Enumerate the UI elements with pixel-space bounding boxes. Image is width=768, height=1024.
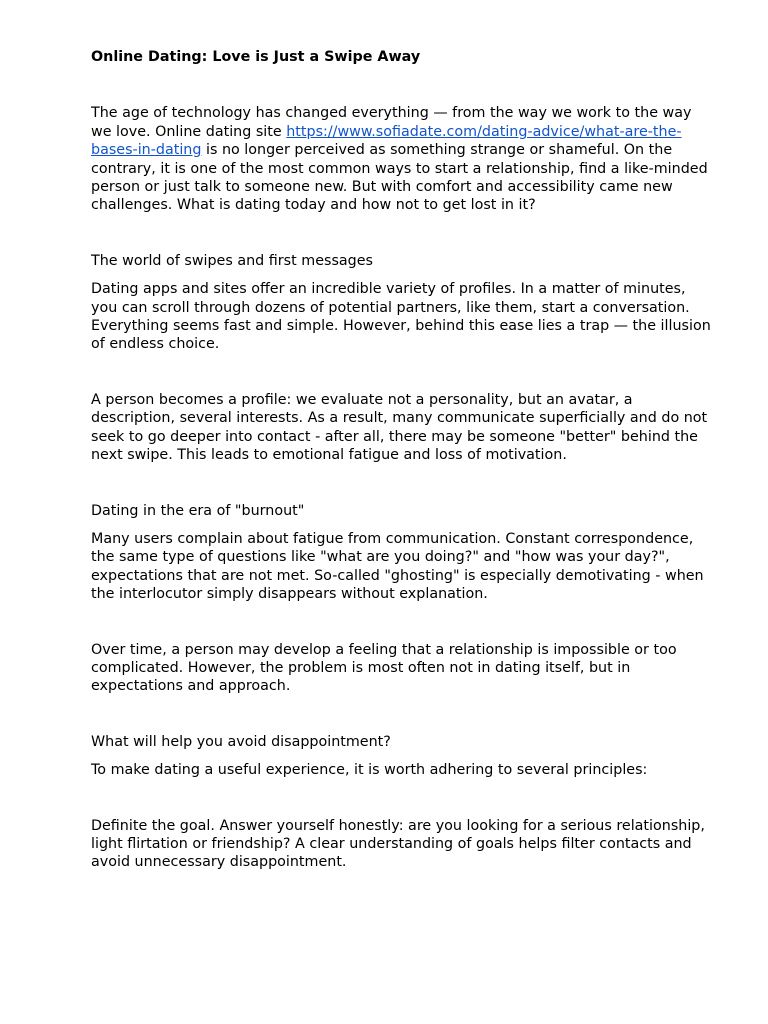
paragraph-burnout-2: Over time, a person may develop a feeling that a relationship is impossible or too complicated. However, the problem is most often not in dating itself, but in expectations and approach. (91, 641, 677, 695)
section-heading-burnout: Dating in the era of "burnout" (91, 502, 305, 519)
section-heading-disappointment: What will help you avoid disappointment? (91, 733, 391, 750)
paragraph-swipes-2: A person becomes a profile: we evaluate not a personality, but an avatar, a description, several interests. As a result, many communicate superficially and do not seek to go deeper into contact - after all, there may be someone "better" behind the next swipe. This leads to emotional fatigue and loss of motivation. (91, 391, 708, 464)
intro-text-after-link: is no longer perceived as something strange or shameful. On the contrary, it is one of the most common ways to start a relationship, find a like-minded person or just talk to someone new. But with comfort and accessibility came new challenges. What is dating today and how not to get lost in it? (91, 142, 708, 214)
paragraph-disappointment-1: To make dating a useful experience, it is worth adhering to several principles: (91, 762, 648, 779)
intro-paragraph (91, 104, 716, 214)
paragraph-disappointment-2: Definite the goal. Answer yourself honestly: are you looking for a serious relationship, light flirtation or friendship? A clear understanding of goals helps filter contacts and avoid unnecessary disappointment. (91, 817, 705, 871)
article-link[interactable]: https://www.sofiadate.com/dating-advice/what-are-the-bases-in-dating (91, 123, 682, 159)
paragraph-swipes-1: Dating apps and sites offer an incredible variety of profiles. In a matter of minutes, you can scroll through dozens of potential partners, like them, start a conversation. Everything seems fast and simple. However, behind this ease lies a trap — the illusion of endless choice. (91, 281, 711, 353)
document-title: Online Dating: Love is Just a Swipe Away (91, 49, 421, 65)
intro-text-before-link: The age of technology has changed everything — from the way we work to the way we love. Online dating site (91, 105, 692, 140)
paragraph-burnout-1: Many users complain about fatigue from communication. Constant correspondence, the same type of questions like "what are you doing?" and "how was your day?", expectations that are not met. So-called "ghosting" is especially demotivating - when the interlocutor simply disappears without explanation. (91, 530, 704, 603)
document-page (91, 48, 716, 872)
section-heading-swipes: The world of swipes and first messages (91, 252, 373, 269)
